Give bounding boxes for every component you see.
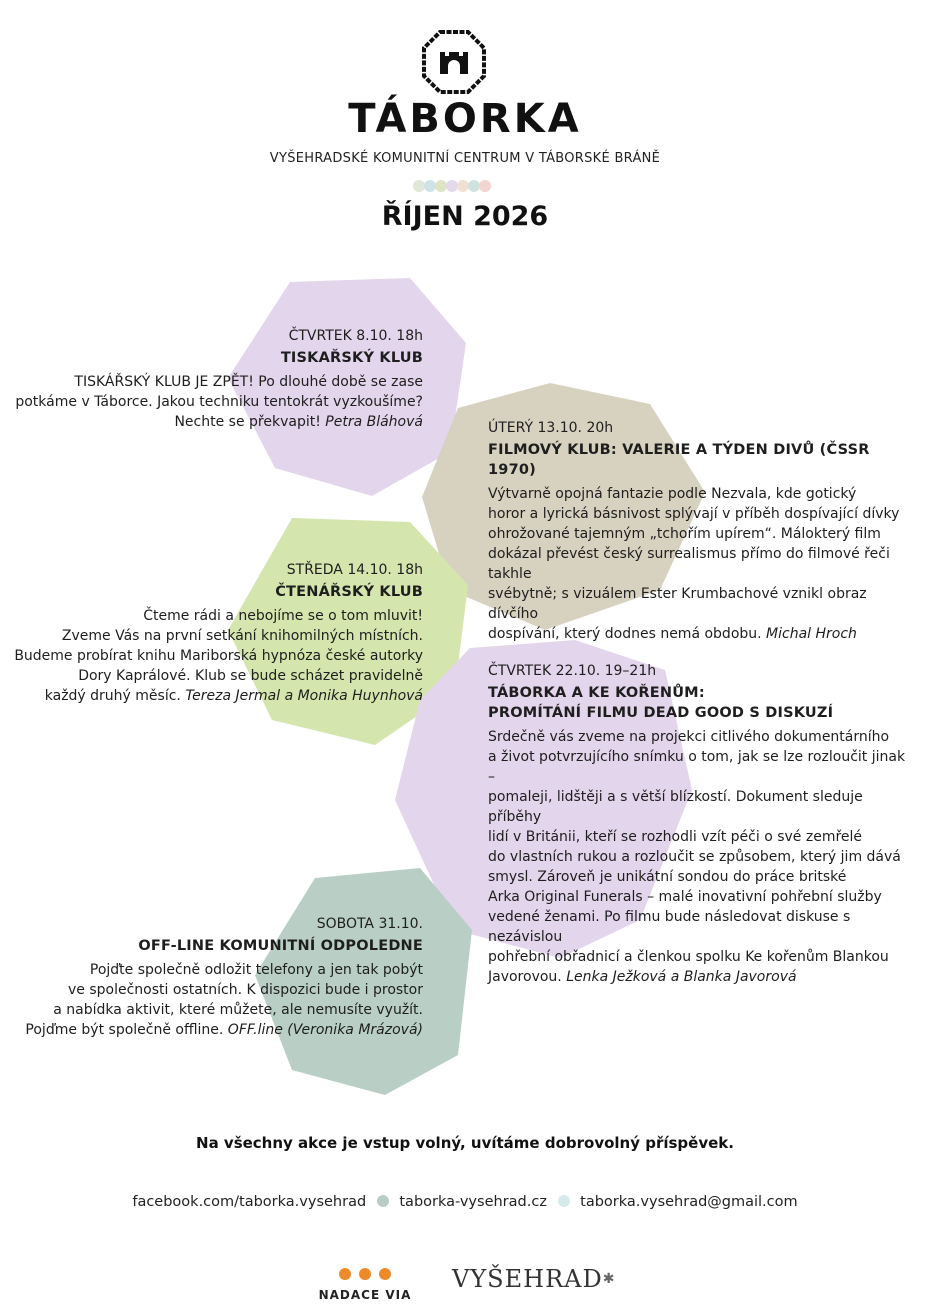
description-line: a nabídka aktivit, které můžete, ale nemusíte využít. [53, 1002, 423, 1018]
event-title-line: TÁBORKA A KE KOŘENŮM: [488, 685, 705, 701]
email-link[interactable]: taborka.vysehrad@gmail.com [580, 1194, 798, 1210]
event-description [488, 484, 908, 644]
sponsor-name: VYŠEHRAD [452, 1265, 603, 1293]
nadace-via-logo [315, 1265, 415, 1302]
event-author: Tereza Jermal a Monika Huynhová [185, 688, 423, 704]
description-line: dokázal převést český surrealismus přímo do filmové řeči takhle [488, 546, 890, 582]
description-line: Pojďte společně odložit telefony a jen tak pobýt [89, 962, 423, 978]
event-date: STŘEDA 14.10. 18h [286, 562, 423, 578]
event-title: FILMOVÝ KLUB: VALERIE A TÝDEN DIVŮ (ČSSR 1970) [488, 442, 870, 478]
color-dots [413, 180, 523, 194]
description-line: potkáme v Táborce. Jakou techniku tentokrát vyzkoušíme? [15, 394, 423, 410]
event-film-club [488, 418, 908, 644]
event-author: Michal Hroch [766, 626, 857, 642]
description-line: smysl. Zároveň je unikátní sondou do práce britské [488, 869, 847, 885]
event-description [3, 960, 423, 1040]
event-description [3, 372, 423, 432]
description-line: Výtvarně opojná fantazie podle Nezvala, kde gotický [488, 486, 857, 502]
description-line: každý druhý měsíc. [44, 688, 181, 704]
castle-gate-icon [420, 28, 488, 96]
event-title: OFF-LINE KOMUNITNÍ ODPOLEDNE [138, 938, 423, 954]
description-line: pohřební obřadnicí a členkou spolku Ke kořenům Blankou [488, 949, 889, 965]
description-line: ohrožované tajemným „tchořím upírem“. Málokterý film [488, 526, 881, 542]
page-subtitle: VYŠEHRADSKÉ KOMUNITNÍ CENTRUM V TÁBORSKÉ BRÁNĚ [269, 151, 661, 166]
description-line: Dory Kaprálové. Klub se bude scházet pravidelně [78, 668, 423, 684]
snowflake-icon: ✱ [602, 1271, 616, 1287]
description-line: a život potvrzujícího snímku o tom, jak se lze rozloučit jinak – [488, 749, 906, 785]
month-heading: ŘÍJEN 2026 [381, 201, 549, 232]
event-date: ÚTERÝ 13.10. 20h [488, 420, 614, 436]
event-author: Lenka Ježková a Blanka Javorová [566, 969, 797, 985]
color-dot [479, 180, 491, 192]
vysehrad-logo [452, 1265, 615, 1293]
separator-dot [377, 1195, 389, 1207]
event-title: TISKAŘSKÝ KLUB [280, 350, 423, 366]
website-link[interactable]: taborka-vysehrad.cz [399, 1194, 547, 1210]
description-line: horor a lyrická básnivost splývají v příběh dospívající dívky [488, 506, 900, 522]
nadace-dots-icon [315, 1265, 415, 1284]
description-line: Pojďme být společně offline. [25, 1022, 224, 1038]
description-line: pomaleji, lidštěji a s větší blízkostí. Dokument sleduje příběhy [488, 789, 863, 825]
event-description [488, 727, 913, 987]
event-dead-good-screening [488, 661, 913, 987]
event-date: ČTVRTEK 22.10. 19–21h [488, 663, 657, 679]
free-entry-note: Na všechny akce je vstup volný, uvítáme dobrovolný příspěvek. [196, 1134, 734, 1152]
description-line: TISKÁŘSKÝ KLUB JE ZPĚT! Po dlouhé době se zase [74, 374, 423, 390]
event-author: OFF.line (Veronika Mrázová) [227, 1022, 423, 1038]
description-line: Budeme probírat knihu Mariborská hypnóza české autorky [14, 648, 423, 664]
description-line: Javorovou. [488, 969, 562, 985]
description-line: Arka Original Funerals – malé inovativní pohřební služby [488, 889, 882, 905]
event-date: ČTVRTEK 8.10. 18h [288, 328, 423, 344]
event-title: ČTENÁŘSKÝ KLUB [275, 584, 423, 600]
facebook-link[interactable]: facebook.com/taborka.vysehrad [132, 1194, 367, 1210]
description-line: Nechte se překvapit! [174, 414, 321, 430]
description-line: Čteme rádi a nebojíme se o tom mluvit! [143, 608, 423, 624]
event-printing-club [3, 326, 423, 432]
description-line: svébytně; s vizuálem Ester Krumbachové vznikl obraz dívčího [488, 586, 867, 622]
description-line: lidí v Británii, kteří se rozhodli vzít péči o své zemřelé [488, 829, 863, 845]
sponsor-name: NADACE VIA [318, 1288, 412, 1302]
description-line: Srdečně vás zveme na projekci citlivého dokumentárního [488, 729, 890, 745]
taborka-logo [420, 28, 488, 96]
event-author: Petra Bláhová [325, 414, 423, 430]
description-line: do vlastních rukou a rozloučit se způsobem, který jim dává [488, 849, 901, 865]
description-line: Zveme Vás na první setkání knihomilných místních. [61, 628, 423, 644]
event-reading-club [3, 560, 423, 706]
description-line: vedené ženami. Po filmu bude následovat diskuse s nezávislou [488, 909, 851, 945]
description-line: dospívání, který dodnes nemá obdobu. [488, 626, 762, 642]
event-offline-afternoon [3, 914, 423, 1040]
page-title: TÁBORKA [348, 96, 582, 142]
contacts-row [0, 1194, 930, 1210]
event-title-line: PROMÍTÁNÍ FILMU DEAD GOOD S DISKUZÍ [488, 705, 834, 721]
event-date: SOBOTA 31.10. [316, 916, 423, 932]
description-line: ve společnosti ostatních. K dispozici bude i prostor [68, 982, 423, 998]
event-description [3, 606, 423, 706]
separator-dot [558, 1195, 570, 1207]
